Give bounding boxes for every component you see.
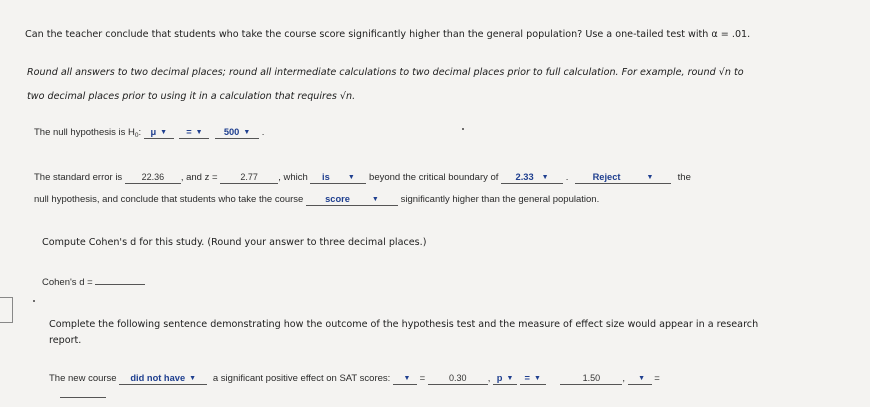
statistic-dropdown-1[interactable] xyxy=(393,373,417,385)
instruction-line-2: two decimal places prior to using it in a calculation that requires √n. xyxy=(27,91,356,102)
period: . xyxy=(565,172,569,183)
critical-value-dropdown[interactable] xyxy=(501,172,563,184)
standard-error-input[interactable]: 22.36 xyxy=(125,172,181,184)
trailing-blank[interactable] xyxy=(60,386,106,398)
chevron-down-icon: ▼ xyxy=(638,375,646,382)
chevron-down-icon: ▼ xyxy=(160,129,168,136)
p-relation-dropdown[interactable] xyxy=(520,373,546,385)
is-dropdown-value: is xyxy=(322,172,330,182)
chevron-down-icon: ▼ xyxy=(371,196,379,203)
chevron-down-icon: ▼ xyxy=(195,129,203,136)
section-divider xyxy=(0,297,13,323)
chevron-down-icon: ▼ xyxy=(243,129,251,136)
null-hypothesis-row xyxy=(34,127,264,139)
param-dropdown-value: μ xyxy=(150,127,157,137)
stray-dot xyxy=(33,300,35,302)
decision-dropdown-value: Reject xyxy=(592,172,621,182)
cohens-d-row xyxy=(42,273,145,288)
the-label: the xyxy=(677,172,691,183)
p-dropdown[interactable] xyxy=(493,373,517,385)
h0-subscript: 0 xyxy=(134,132,139,139)
significant-effect-label: a significant positive effect on SAT scores: xyxy=(212,373,391,384)
null-hypothesis-conclude-label: null hypothesis, and conclude that students who take the course xyxy=(34,194,304,205)
is-dropdown[interactable] xyxy=(310,172,366,184)
colon: : xyxy=(138,127,142,138)
p-value-input[interactable]: 1.50 xyxy=(560,373,622,385)
chevron-down-icon: ▼ xyxy=(347,174,355,181)
and-z-label: , and z = xyxy=(180,172,218,183)
standard-error-label: The standard error is xyxy=(34,172,123,183)
p-dropdown-value: p xyxy=(496,373,503,383)
comma: , xyxy=(487,373,491,384)
value-dropdown-value: 500 xyxy=(223,127,240,137)
chevron-down-icon: ▼ xyxy=(506,375,514,382)
p-relation-dropdown-value: = xyxy=(524,373,530,383)
which-label: , which xyxy=(278,172,308,183)
stray-dot xyxy=(462,128,464,130)
z-score-input[interactable]: 2.77 xyxy=(220,172,278,184)
report-instruction-line-1: Complete the following sentence demonstrating how the outcome of the hypothesis test and the measure of effect size would appear in a research xyxy=(49,319,759,330)
have-dropdown[interactable] xyxy=(119,373,207,385)
standard-error-row xyxy=(34,172,691,184)
new-course-label: The new course xyxy=(49,373,117,384)
report-instruction-line-2: report. xyxy=(49,335,82,346)
chevron-down-icon: ▼ xyxy=(403,375,411,382)
value-dropdown[interactable] xyxy=(215,127,259,139)
instruction-line-1: Round all answers to two decimal places; round all intermediate calculations to two decimal places prior to full calculation. For example, round √n to xyxy=(27,67,744,78)
critical-value-dropdown-value: 2.33 xyxy=(515,172,534,182)
decision-dropdown[interactable] xyxy=(575,172,671,184)
comma: , xyxy=(622,373,625,384)
have-dropdown-value: did not have xyxy=(130,373,186,383)
relation-dropdown-value: = xyxy=(186,127,192,137)
score-dropdown-value: score xyxy=(325,194,350,204)
period: . xyxy=(261,127,265,138)
null-hypothesis-label: The null hypothesis is H xyxy=(34,127,135,138)
standard-error-row-2 xyxy=(34,194,599,206)
equals-sign: = xyxy=(654,373,660,384)
cohens-d-prompt: Compute Cohen's d for this study. (Round your answer to three decimal places.) xyxy=(42,237,427,248)
cohens-d-input[interactable] xyxy=(95,273,145,285)
chevron-down-icon: ▼ xyxy=(541,174,549,181)
score-dropdown[interactable] xyxy=(306,194,398,206)
equals-sign: = xyxy=(419,373,426,384)
cohens-d-label: Cohen's d = xyxy=(42,277,93,288)
chevron-down-icon: ▼ xyxy=(189,375,197,382)
param-dropdown[interactable] xyxy=(144,127,174,139)
chevron-down-icon: ▼ xyxy=(533,375,541,382)
significantly-higher-label: significantly higher than the general population. xyxy=(400,194,600,205)
relation-dropdown[interactable] xyxy=(179,127,209,139)
question-text: Can the teacher conclude that students who take the course score significantly higher than the general population? Use a one-tailed test with α = .01. xyxy=(25,29,751,40)
statistic-value-input[interactable]: 0.30 xyxy=(428,373,488,385)
chevron-down-icon: ▼ xyxy=(646,174,654,181)
report-sentence-row xyxy=(49,373,660,385)
statistic-dropdown-2[interactable] xyxy=(628,373,652,385)
critical-boundary-label: beyond the critical boundary of xyxy=(369,172,499,183)
